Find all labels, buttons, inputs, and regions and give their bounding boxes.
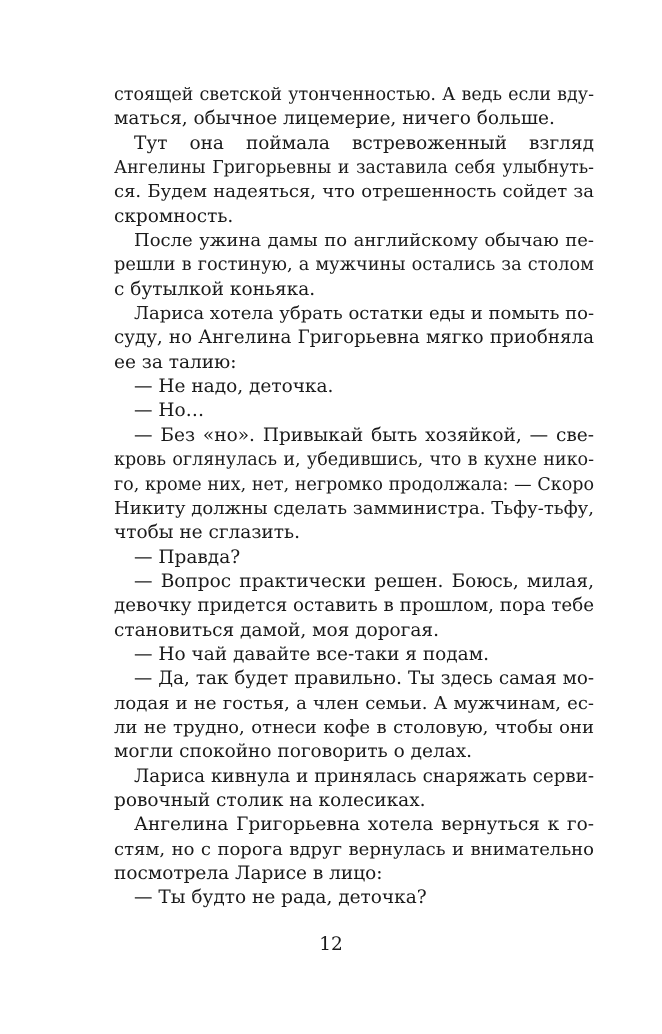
text-line: Тут она поймала встревоженный взгляд [134,132,594,154]
text-line: лодая и не гостья, а член семьи. А мужчинам, ес- [114,692,594,714]
text-line: кровь оглянулась и, убедившись, что в кухне нико- [114,450,594,471]
text-line: ее за талию: [114,351,237,373]
text-line: маться, обычное лицемерие, ничего больше. [114,108,555,130]
text-line: — Правда? [134,546,241,568]
text-line: ли не трудно, отнеси кофе в столовую, чтобы они [114,716,594,738]
text-line: — Да, так будет правильно. Ты здесь самая мо- [134,668,594,690]
text-line: стям, но с порога вдруг вернулась и внимательно [114,838,594,860]
text-line: стоящей светской утонченностью. А ведь если вду- [114,85,594,105]
text-line: Лариса кивнула и принялась снаряжать серви- [134,765,594,787]
text-line: Ангелина Григорьевна хотела вернуться к го- [134,814,594,836]
text-line: — Без «но». Привыкай быть хозяйкой, — све- [134,424,594,446]
text-line: посмотрела Ларисе в лицо: [114,863,383,884]
text-line: ровочный столик на колесиках. [114,789,426,811]
text-line: — Не надо, деточка. [134,376,334,398]
text-line: становиться дамой, моя дорогая. [114,619,439,641]
body-text [114,83,594,911]
text-line: Ангелины Григорьевны и заставила себя улыбнуть- [114,158,594,179]
text-line: скромность. [114,205,234,227]
text-line: с бутылкой коньяка. [114,278,316,300]
text-line: После ужина дамы по английскому обычаю пе- [134,230,594,252]
text-line: девочку придется оставить в прошлом, пора тебе [114,595,594,617]
text-line: могли спокойно поговорить о делах. [114,741,473,763]
text-line: решли в гостиную, а мужчины остались за столом [114,255,594,276]
text-line: — Вопрос практически решен. Боюсь, милая, [134,570,594,592]
text-line: Лариса хотела убрать остатки еды и помыть по- [134,303,595,325]
text-line: ся. Будем надеяться, что отрешенность сойдет за [114,181,594,203]
text-line: — Но… [134,400,205,422]
text-line: го, кроме них, нет, негромко продолжала: — Скоро [114,474,594,495]
text-line: Никиту должны сделать замминистра. Тьфу-тьфу, [114,497,594,519]
text-line: чтобы не сглазить. [114,522,300,544]
page-number: 12 [319,934,343,955]
text-line: — Но чай давайте все-таки я подам. [134,643,489,665]
text-line: суду, но Ангелина Григорьевна мягко приобняла [114,327,594,349]
text-line: — Ты будто не рада, деточка? [134,887,427,909]
